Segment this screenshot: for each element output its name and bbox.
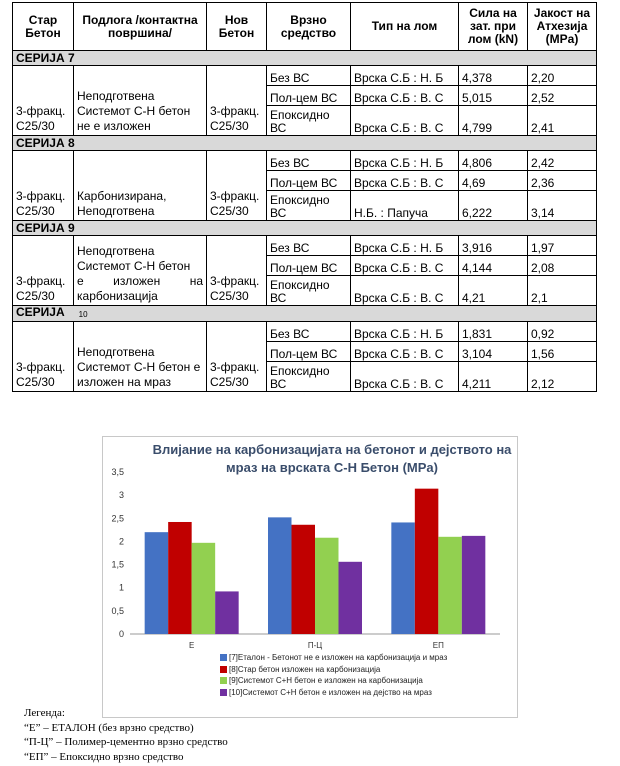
y-tick-label: 0 [118, 629, 124, 639]
agent-cell: Без ВС [267, 66, 351, 86]
substrate-cell: Карбонизирана, Неподготвена [74, 151, 207, 221]
force-cell: 3,916 [459, 236, 528, 256]
bar [391, 522, 415, 634]
adhesion-cell: 2,41 [528, 106, 597, 136]
adhesion-cell: 2,12 [528, 362, 597, 392]
old-concrete-cell: 3-фракц. C25/30 [13, 322, 74, 392]
legend-item: “Е” – ЕТАЛОН (без врзно средство) [24, 721, 194, 734]
legend-title: Легенда: [24, 707, 65, 719]
adhesion-cell: 2,08 [528, 256, 597, 276]
agent-text: Епоксидно ВС [270, 278, 330, 305]
fracture-cell: Врска С.Б : В. С [351, 171, 459, 191]
adhesion-cell: 3,14 [528, 191, 597, 221]
bar [168, 522, 192, 634]
new-concrete-cell: 3-фракц. C25/30 [207, 151, 267, 221]
series-label: СЕРИЈА 8 [13, 136, 597, 151]
force-cell: 6,222 [459, 191, 528, 221]
header-new-concrete: Нов Бетон [207, 3, 267, 51]
y-tick-label: 1,5 [111, 559, 124, 570]
chart-legend [220, 652, 510, 698]
legend-label: [10]Системот С+Н бетон е изложен на дејство на мраз [229, 687, 432, 697]
bar [192, 543, 216, 634]
agent-cell: Пол-цем ВС [267, 342, 351, 362]
fracture-cell: Врска С.Б : Н. Б [351, 322, 459, 342]
fracture-cell: Врска С.Б : Н. Б [351, 151, 459, 171]
adhesion-cell: 2,1 [528, 276, 597, 306]
substrate-line: Неподготвена [77, 244, 155, 258]
y-tick-label: 3,5 [111, 467, 124, 477]
agent-cell: Пол-цем ВС [267, 171, 351, 191]
bar [145, 532, 169, 634]
adhesion-cell: 1,56 [528, 342, 597, 362]
old-concrete-cell: 3-фракц. C25/30 [13, 66, 74, 136]
header-fracture-type: Тип на лом [351, 3, 459, 51]
substrate-line: е изложен на [77, 274, 203, 288]
new-concrete-cell: 3-фракц. C25/30 [207, 236, 267, 306]
legend-item: “П-Ц” – Полимер-цементно врзно средство [24, 736, 228, 748]
fracture-cell: Врска С.Б : В. С [351, 342, 459, 362]
adhesion-cell: 2,42 [528, 151, 597, 171]
substrate-line: карбонизација [77, 289, 158, 303]
y-tick-label: 0,5 [111, 605, 124, 616]
agent-cell: Без ВС [267, 236, 351, 256]
bar [438, 537, 462, 634]
y-tick-label: 2,5 [111, 513, 124, 524]
y-tick-label: 3 [118, 490, 124, 501]
series-label-number: 10 [78, 310, 88, 319]
agent-text: Епоксидно ВС [270, 108, 330, 135]
force-cell: 5,015 [459, 86, 528, 106]
bar [462, 536, 486, 634]
force-cell: 4,21 [459, 276, 528, 306]
agent-cell: Без ВС [267, 322, 351, 342]
force-cell: 4,378 [459, 66, 528, 86]
force-cell: 4,69 [459, 171, 528, 191]
legend-label: [7]Еталон - Бетонот не е изложен на карбонизација и мраз [229, 653, 448, 662]
force-cell: 4,144 [459, 256, 528, 276]
adhesion-cell: 0,92 [528, 322, 597, 342]
force-cell: 1,831 [459, 322, 528, 342]
force-cell: 4,211 [459, 362, 528, 392]
header-bonding-agent: Врзно средство [267, 3, 351, 51]
substrate-line: Системот С-Н бетон [77, 259, 191, 273]
fracture-cell: Врска С.Б : В. С [351, 106, 459, 136]
x-tick-label: Е [188, 641, 195, 650]
new-concrete-cell: 3-фракц. C25/30 [207, 66, 267, 136]
legend-swatch [220, 666, 227, 673]
legend-entry [220, 675, 510, 687]
substrate-cell: Неподготвена Системот С-Н бетон не е изложен [74, 66, 207, 136]
abbreviation-legend [24, 706, 228, 764]
new-concrete-cell: 3-фракц. C25/30 [207, 322, 267, 392]
fracture-cell: Врска С.Б : В. С [351, 256, 459, 276]
substrate-cell: Неподготвена Системот С-Н бетон е изложен на мраз [74, 322, 207, 392]
adhesion-cell: 2,36 [528, 171, 597, 191]
force-cell: 4,806 [459, 151, 528, 171]
header-substrate: Подлога /контактна површина/ [74, 3, 207, 51]
x-tick-label: ЕП [432, 641, 444, 650]
y-tick-label: 1 [118, 582, 124, 593]
agent-cell: Без ВС [267, 151, 351, 171]
old-concrete-cell: 3-фракц. C25/30 [13, 236, 74, 306]
fracture-cell: Врска С.Б : Н. Б [351, 236, 459, 256]
header-failure-force: Сила на зат. при лом (kN) [459, 3, 528, 51]
bar [292, 525, 316, 634]
legend-swatch [220, 689, 227, 696]
adhesion-cell: 2,20 [528, 66, 597, 86]
legend-entry [220, 652, 510, 664]
bar [215, 591, 239, 634]
force-cell: 4,799 [459, 106, 528, 136]
header-adhesion-strength: Јакост на Атхезија (MPa) [528, 3, 597, 51]
fracture-cell: Врска С.Б : В. С [351, 86, 459, 106]
bar [268, 517, 292, 634]
legend-entry [220, 687, 510, 699]
y-tick-label: 2 [118, 536, 124, 547]
agent-cell: Пол-цем ВС [267, 256, 351, 276]
bar [415, 489, 439, 634]
series-label-text: СЕРИЈА [16, 305, 65, 319]
fracture-cell: Н.Б. : Папуча [351, 191, 459, 221]
legend-swatch [220, 677, 227, 684]
legend-entry [220, 664, 510, 676]
adhesion-cell: 2,52 [528, 86, 597, 106]
legend-label: [8]Стар бетон изложен на карбонизација [229, 664, 381, 674]
legend-label: [9]Системот С+Н бетон е изложен на карбонизација [229, 676, 423, 685]
series-label: СЕРИЈА 7 [13, 51, 597, 66]
header-old-concrete: Стар Бетон [13, 3, 74, 51]
x-tick-label: П-Ц [307, 641, 323, 650]
agent-text: Епоксидно ВС [270, 193, 330, 220]
bar [339, 562, 363, 634]
bar [315, 538, 339, 634]
series-label: СЕРИЈА 9 [13, 221, 597, 236]
fracture-cell: Врска С.Б : В. С [351, 362, 459, 392]
legend-swatch [220, 654, 227, 661]
chart-title: Влијание на карбонизацијата на бетонот и дејството на мраз на врската С-Н Бетон (MPa) [152, 442, 512, 475]
adhesion-cell: 1,97 [528, 236, 597, 256]
legend-item: “ЕП” – Епоксидно врзно средство [24, 750, 184, 763]
fracture-cell: Врска С.Б : В. С [351, 276, 459, 306]
force-cell: 3,104 [459, 342, 528, 362]
fracture-cell: Врска С.Б : Н. Б [351, 66, 459, 86]
agent-cell: Пол-цем ВС [267, 86, 351, 106]
old-concrete-cell: 3-фракц. C25/30 [13, 151, 74, 221]
agent-text: Епоксидно ВС [270, 364, 330, 391]
